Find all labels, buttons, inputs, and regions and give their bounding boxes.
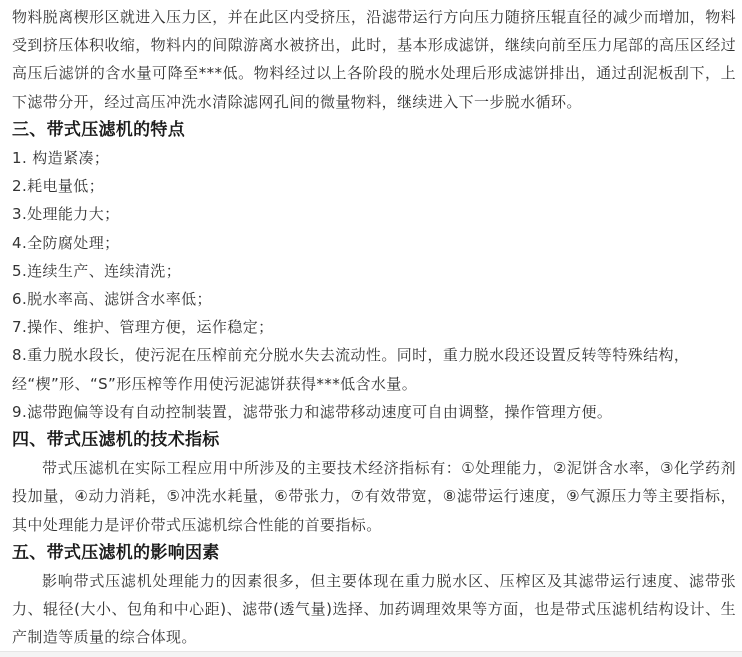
intro-paragraph: 物料脱离楔形区就进入压力区，并在此区内受挤压，沿滤带运行方向压力随挤压辊直径的减少而增加，物料受到挤压体积收缩，物料内的间隙游离水被挤出，此时，基本形成滤饼，继续向前至压力尾部的高压区经过高压后滤饼的含水量可降至***低。物料经过以上各阶段的脱水处理后形成滤饼排出，通过刮泥板刮下，上下滤带分开，经过高压冲洗水清除滤网孔间的微量物料，继续进入下一步脱水循环。: [12, 8, 736, 111]
article-content: [12, 3, 736, 652]
section-heading-features: 三、带式压滤机的特点: [12, 119, 185, 140]
feature-item: 4.全防腐处理；: [12, 233, 120, 252]
influencing-factors-paragraph: 影响带式压滤机处理能力的因素很多，但主要体现在重力脱水区、压榨区及其滤带运行速度、滤带张力、辊径(大小、包角和中心距)、滤带(透气量)选择、加药调理效果等方面，也是带式压滤机结构设计、生产制造等质量的综合体现。: [12, 572, 736, 647]
feature-item: 3.处理能力大；: [12, 205, 120, 224]
feature-item: 7.操作、维护、管理方便，运作稳定；: [12, 318, 274, 337]
feature-item: 1. 构造紧凑；: [12, 149, 110, 168]
feature-item: 9.滤带跑偏等设有自动控制装置，滤带张力和滤带移动速度可自由调整，操作管理方便。: [12, 402, 613, 421]
feature-item: 2.耗电量低；: [12, 177, 105, 196]
page-bottom-divider: [0, 651, 742, 657]
section-heading-influencing-factors: 五、带式压滤机的影响因素: [12, 542, 220, 563]
feature-item: 5.连续生产、连续清洗；: [12, 261, 182, 280]
technical-indicators-paragraph: 带式压滤机在实际工程应用中所涉及的主要技术经济指标有：①处理能力，②泥饼含水率，③化学药剂投加量，④动力消耗，⑤冲洗水耗量，⑥带张力，⑦有效带宽，⑧滤带运行速度，⑨气源压力等主要指标，其中处理能力是评价带式压滤机综合性能的首要指标。: [12, 459, 736, 534]
feature-item: 8.重力脱水段长，使污泥在压榨前充分脱水失去流动性。同时，重力脱水段还设置反转等特殊结构，经“楔”形、“S”形压榨等作用使污泥滤饼获得***低含水量。: [12, 346, 690, 393]
feature-item: 6.脱水率高、滤饼含水率低；: [12, 290, 212, 309]
section-heading-technical-indicators: 四、带式压滤机的技术指标: [12, 430, 220, 451]
features-list: [12, 144, 736, 426]
